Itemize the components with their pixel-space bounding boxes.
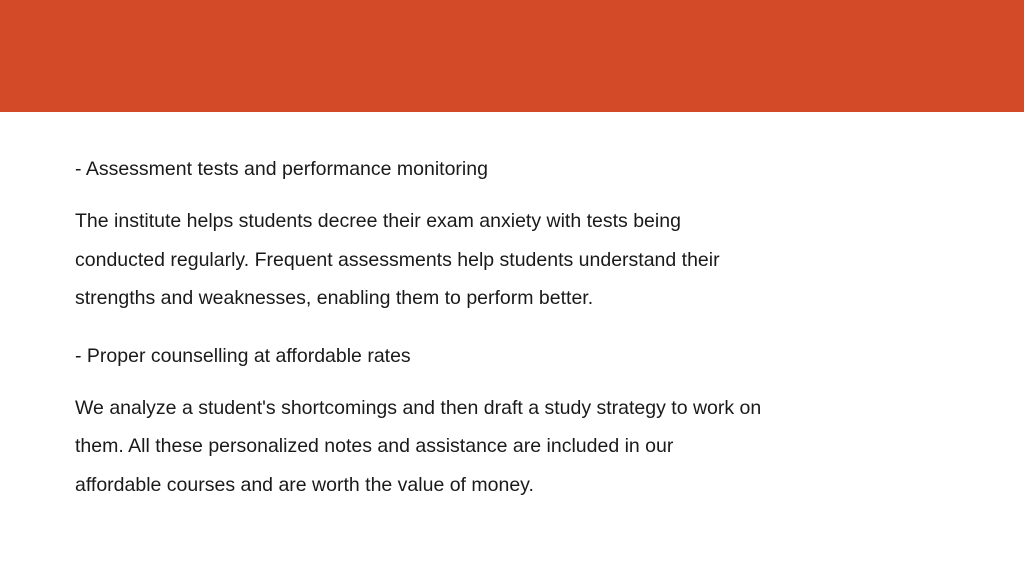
body-line: strengths and weaknesses, enabling them to perform better. xyxy=(75,287,594,309)
header-band xyxy=(0,0,1024,112)
body-line: conducted regularly. Frequent assessments help students understand their xyxy=(75,248,720,271)
section-body-assessment xyxy=(75,202,835,318)
section-heading-assessment: - Assessment tests and performance monitoring xyxy=(75,158,488,180)
section-body-counselling xyxy=(75,389,835,505)
body-line: The institute helps students decree their exam anxiety with tests being xyxy=(75,210,681,232)
body-line: affordable courses and are worth the value of money. xyxy=(75,473,534,496)
section-heading-counselling: - Proper counselling at affordable rates xyxy=(75,344,411,367)
body-line: them. All these personalized notes and assistance are included in our xyxy=(75,435,674,457)
body-line: We analyze a student's shortcomings and then draft a study strategy to work on xyxy=(75,396,762,419)
slide-content xyxy=(75,152,875,504)
